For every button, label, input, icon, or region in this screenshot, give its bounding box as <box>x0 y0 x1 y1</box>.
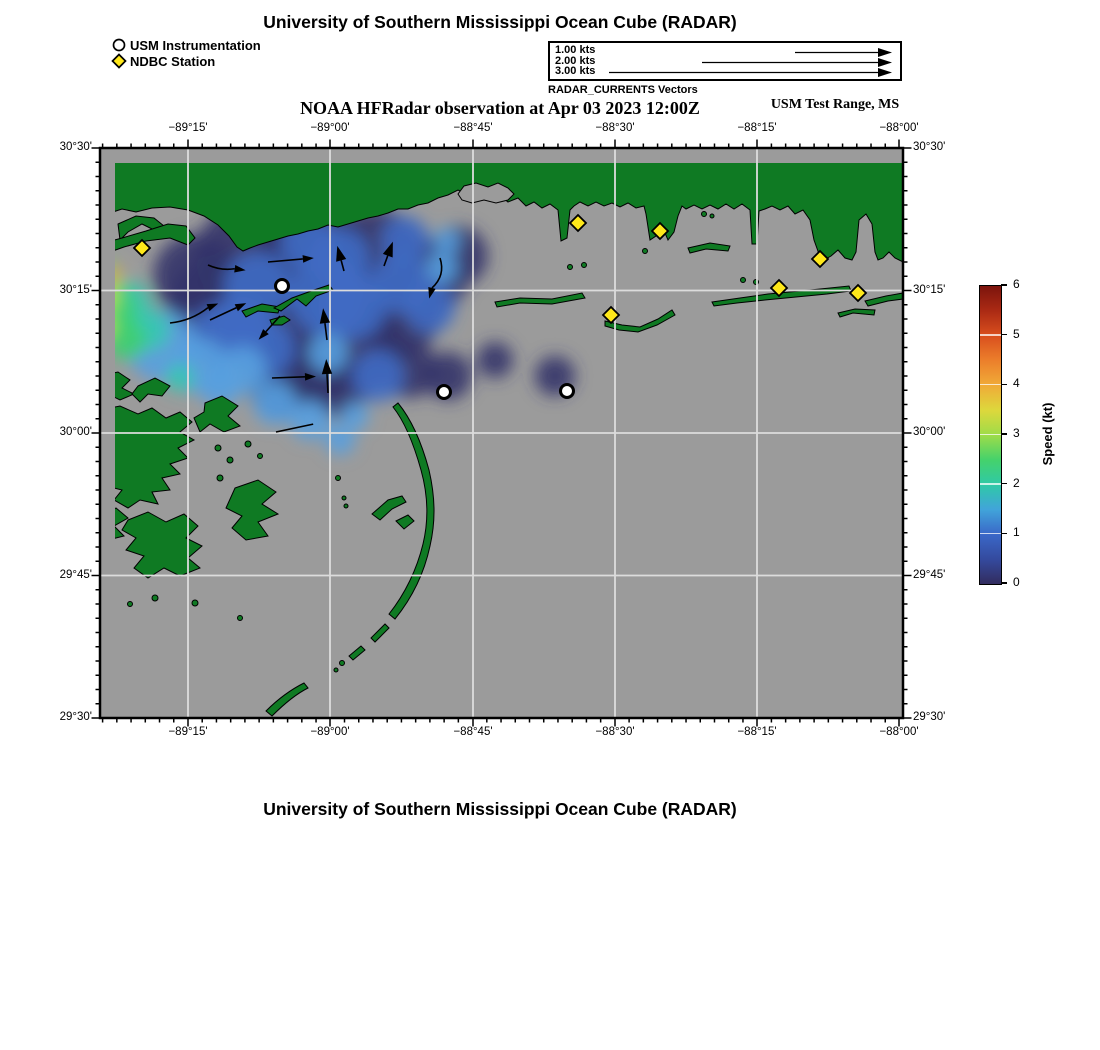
heat-point <box>370 253 430 313</box>
colorbar-tick <box>1001 384 1007 386</box>
test-range-label: USM Test Range, MS <box>770 97 900 112</box>
x-axis-label-bottom: −89°00' <box>310 726 350 738</box>
x-axis-label-bottom: −88°45' <box>453 726 493 738</box>
x-axis-label-top: −88°30' <box>595 122 635 134</box>
colorbar-tick-label: 0 <box>1013 575 1020 589</box>
speed-colorbar <box>979 285 1002 585</box>
usm-station-marker <box>276 280 289 293</box>
legend-item-usm <box>111 37 261 53</box>
usm-station-marker <box>438 386 451 399</box>
colorbar-tick <box>1001 433 1007 435</box>
x-axis-label-top: −88°15' <box>737 122 777 134</box>
heat-point <box>290 400 330 440</box>
scale-arrowhead <box>878 48 892 57</box>
x-axis-label-bottom: −88°15' <box>737 726 777 738</box>
ndbc-diamond-icon <box>111 53 127 69</box>
colorbar-tick <box>1001 334 1007 336</box>
scale-label-3kt: 3.00 kts <box>555 65 596 77</box>
bottom-title: University of Southern Mississippi Ocean Cube (RADAR) <box>263 799 737 819</box>
colorbar-tick-label: 3 <box>1013 426 1020 440</box>
colorbar-tick-label: 5 <box>1013 326 1020 341</box>
map-canvas <box>85 133 918 733</box>
heat-point <box>352 350 404 402</box>
x-axis-label-bottom: −89°15' <box>168 726 208 738</box>
x-axis-label-bottom: −88°00' <box>879 726 919 738</box>
usm-station-marker <box>561 385 574 398</box>
colorbar-tick <box>1001 582 1007 584</box>
colorbar-axis-label: Speed (kt) <box>1040 402 1055 466</box>
y-axis-label-right: 30°30' <box>913 141 946 153</box>
heat-point <box>166 364 194 392</box>
colorbar-gridline <box>980 533 1001 535</box>
colorbar-tick-label: 1 <box>1013 525 1020 540</box>
legend-label-usm: USM Instrumentation <box>130 37 261 53</box>
scale-arrowhead <box>878 68 892 77</box>
observation-subtitle: NOAA HFRadar observation at Apr 03 2023 12:00Z <box>300 98 700 118</box>
x-axis-label-top: −88°45' <box>453 122 493 134</box>
legend-label-ndbc: NDBC Station <box>130 53 216 69</box>
colorbar-tick <box>1001 284 1007 286</box>
heat-point <box>477 342 513 378</box>
colorbar-tick <box>1001 483 1007 485</box>
y-axis-label-right: 30°00' <box>913 426 946 438</box>
y-axis-label-right: 29°45' <box>913 568 946 581</box>
y-axis-label-left: 30°30' <box>59 141 92 153</box>
vector-tail <box>327 374 328 393</box>
x-axis-label-bottom: −88°30' <box>595 726 635 738</box>
colorbar-gridline <box>980 384 1001 386</box>
x-axis-label-top: −89°15' <box>168 122 208 134</box>
colorbar-gridline <box>980 483 1001 485</box>
colorbar-tick <box>1001 533 1007 535</box>
colorbar-gridline <box>980 434 1001 436</box>
x-axis-label-top: −89°00' <box>310 122 350 134</box>
usm-circle-icon <box>111 37 127 53</box>
vector-scale-caption: RADAR_CURRENTS Vectors <box>548 84 698 96</box>
marsh-e <box>122 512 202 578</box>
colorbar-tick-label: 6 <box>1013 277 1020 291</box>
heat-point <box>341 402 369 430</box>
scale-label-2kt: 2.00 kts <box>555 54 596 67</box>
y-axis-label-right: 29°30' <box>913 711 946 723</box>
vector-scale-box <box>548 41 902 81</box>
colorbar-tick-label: 4 <box>1013 376 1020 391</box>
y-axis-label-right: 30°15' <box>913 283 946 296</box>
y-axis-label-left: 29°45' <box>59 568 92 581</box>
scale-arrows <box>550 43 900 79</box>
scale-label-1kt: 1.00 kts <box>555 44 596 56</box>
x-axis-label-top: −88°00' <box>879 122 919 134</box>
y-axis-label-left: 29°30' <box>59 711 92 723</box>
scale-arrowhead <box>878 58 892 67</box>
legend-item-ndbc <box>111 53 215 69</box>
y-axis-label-left: 30°00' <box>59 426 92 438</box>
page-title: University of Southern Mississippi Ocean Cube (RADAR) <box>263 12 737 32</box>
colorbar-gridline <box>980 334 1001 336</box>
colorbar-tick-label: 2 <box>1013 475 1020 490</box>
heat-point <box>434 228 460 254</box>
y-axis-label-left: 30°15' <box>59 283 92 296</box>
